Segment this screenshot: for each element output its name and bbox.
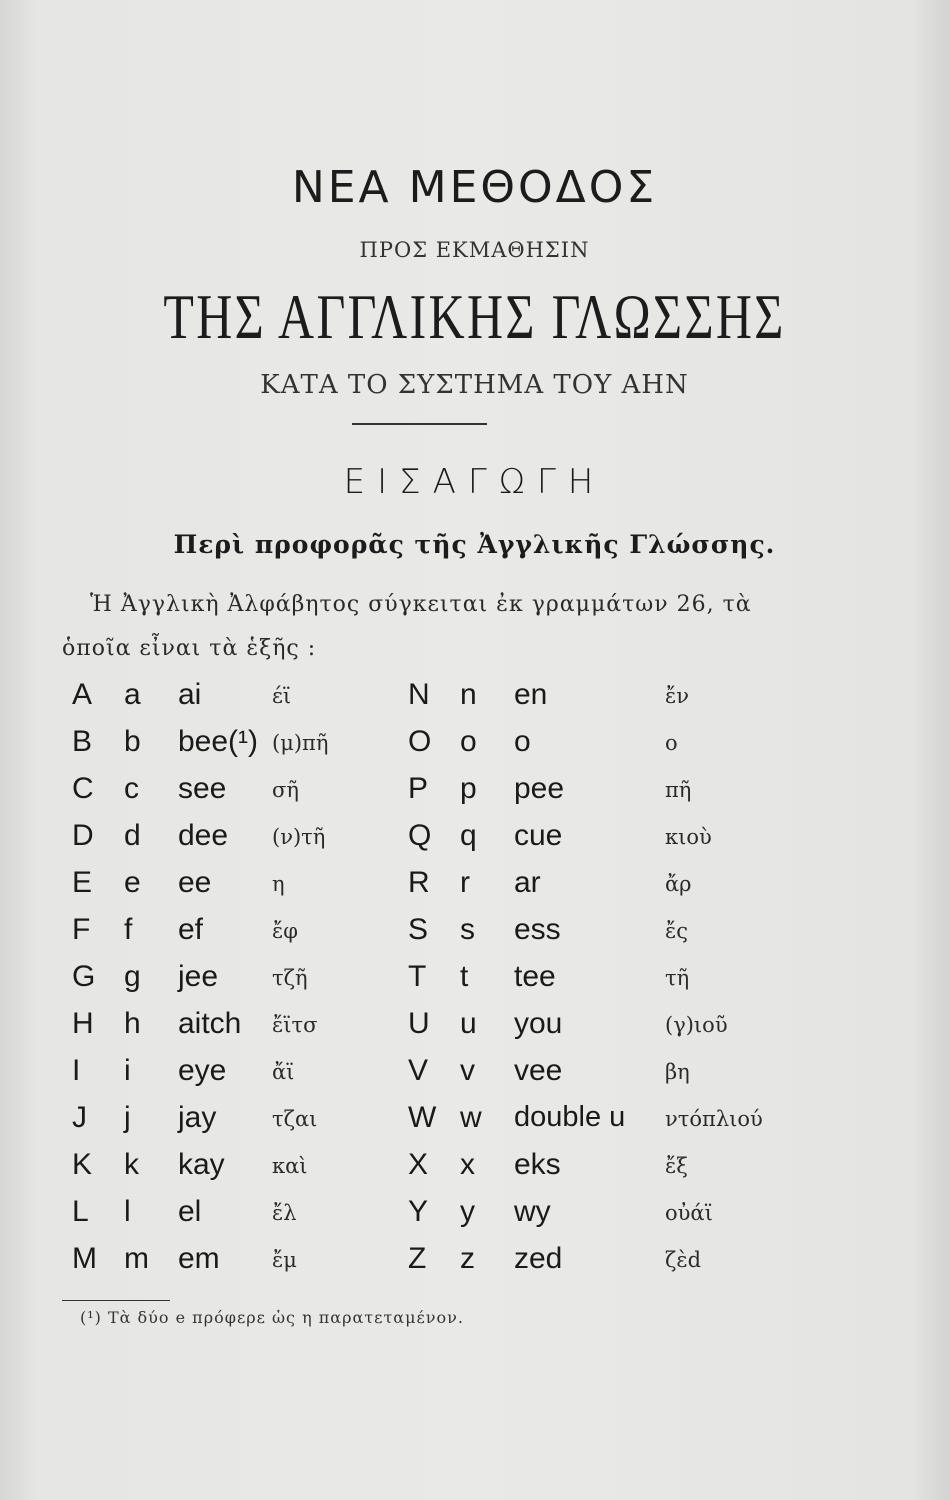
letter-upper: R [408,866,430,899]
letter-lower: i [124,1054,131,1087]
letter-upper: G [72,960,96,993]
footnote-divider [62,1300,170,1301]
letter-name: kay [178,1148,225,1181]
letter-greek: η [272,872,285,896]
letter-lower: z [460,1242,475,1275]
letter-name: dee [178,819,229,852]
letter-lower: q [460,819,477,852]
letter-greek: ζὲd [665,1248,702,1272]
letter-name: ai [178,678,202,711]
letter-upper: Z [408,1242,427,1275]
letter-greek: βη [665,1060,690,1084]
page-subtitle: ΠΡΟΣ ΕΚΜΑΘΗΣΙΝ [359,238,590,262]
letter-name: eye [178,1054,227,1087]
letter-name: wy [514,1195,551,1228]
letter-name: ee [178,866,212,899]
letter-name: en [514,678,548,711]
footnote: (¹) Τὰ δύο e πρόφερε ὡς η παρατεταμένον. [80,1308,464,1327]
letter-lower: j [124,1101,131,1134]
letter-name: you [514,1007,563,1040]
letter-lower: r [460,866,470,899]
letter-upper: S [408,913,429,946]
letter-lower: g [124,960,141,993]
letter-greek: ο [665,731,678,755]
letter-lower: n [460,678,477,711]
letter-lower: o [460,725,477,758]
intro-line-1: Ἡ Ἀγγλικὴ Ἀλφάβητος σύγκειται ἐκ γραμμάτων 26, τὰ [90,592,752,617]
letter-name: el [178,1195,202,1228]
letter-lower: f [124,913,133,946]
letter-upper: T [408,960,427,993]
page-title: ΝΕΑ ΜΕΘΟΔΟΣ [291,162,658,213]
letter-greek: ἔξ [665,1154,688,1178]
letter-name: eks [514,1148,561,1181]
letter-greek: ἄρ [665,872,692,896]
letter-upper: X [408,1148,429,1181]
title-divider [352,423,487,425]
letter-lower: b [124,725,141,758]
letter-lower: e [124,866,141,899]
letter-upper: F [72,913,91,946]
letter-lower: v [460,1054,475,1087]
letter-greek: έϊ [272,684,292,708]
letter-upper: Q [408,819,432,852]
letter-upper: A [72,678,93,711]
method-line: ΚΑΤΑ ΤΟ ΣΥΣΤΗΜΑ ΤΟΥ ΑΗΝ [260,370,689,400]
letter-lower: t [460,960,469,993]
letter-lower: y [460,1195,475,1228]
section-title: ΕΙΣΑΓΩΓΗ [343,462,606,502]
letter-lower: k [124,1148,139,1181]
letter-name: cue [514,819,563,852]
letter-upper: L [72,1195,89,1228]
letter-lower: m [124,1242,149,1275]
letter-greek: ἔλ [272,1201,297,1225]
letter-greek: τζῆ [272,966,308,990]
letter-upper: V [408,1054,429,1087]
letter-greek: ντόπλιού [665,1107,763,1131]
letter-greek: κιοὺ [665,825,712,849]
letter-greek: τῆ [665,966,690,990]
letter-upper: J [72,1101,87,1134]
letter-upper: E [72,866,93,899]
letter-upper: Y [408,1195,429,1228]
letter-greek: (ν)τῆ [272,825,326,849]
letter-upper: K [72,1148,93,1181]
letter-upper: W [408,1101,437,1134]
letter-greek: καὶ [272,1154,308,1178]
letter-upper: M [72,1242,97,1275]
letter-upper: C [72,772,94,805]
intro-line-2: ὁποῖα εἶναι τὰ ἑξῆς : [62,636,317,661]
main-title: ΤΗΣ ΑΓΓΛΙΚΗΣ ΓΛΩΣΣΗΣ [163,281,786,352]
letter-name: tee [514,960,556,993]
letter-upper: O [408,725,432,758]
letter-lower: a [124,678,141,711]
letter-name: jee [178,960,219,993]
letter-greek: ἔς [665,919,689,943]
letter-lower: l [124,1195,131,1228]
letter-upper: I [72,1054,81,1087]
letter-upper: D [72,819,94,852]
letter-name: bee(¹) [178,725,259,758]
letter-name: ess [514,913,561,946]
letter-upper: U [408,1007,430,1040]
letter-upper: N [408,678,430,711]
letter-name: o [514,725,531,758]
letter-upper: B [72,725,93,758]
letter-lower: p [460,772,477,805]
letter-name: see [178,772,227,805]
letter-greek: σῆ [272,778,299,802]
letter-greek: ἔφ [272,919,298,943]
letter-lower: w [460,1101,482,1134]
letter-greek: πῆ [665,778,692,802]
letter-name: ar [514,866,541,899]
letter-name: double u [514,1101,626,1133]
letter-name: vee [514,1054,563,1087]
letter-greek: ἔμ [272,1248,297,1272]
letter-lower: x [460,1148,475,1181]
letter-name: aitch [178,1007,242,1040]
letter-lower: h [124,1007,141,1040]
letter-lower: d [124,819,141,852]
letter-name: ef [178,913,204,946]
letter-upper: H [72,1007,94,1040]
letter-upper: P [408,772,429,805]
letter-greek: τζαι [272,1107,318,1131]
letter-greek: (γ)ιοῦ [665,1013,728,1037]
letter-lower: u [460,1007,477,1040]
letter-lower: c [124,772,139,805]
letter-greek: ἔϊτσ [272,1013,318,1037]
letter-greek: οὐάϊ [665,1201,713,1225]
letter-name: jay [178,1101,217,1134]
letter-greek: ἔν [665,684,690,708]
letter-name: zed [514,1242,563,1275]
letter-greek: (μ)πῆ [272,731,329,755]
letter-lower: s [460,913,475,946]
letter-name: em [178,1242,220,1275]
letter-greek: ἄϊ [272,1060,295,1084]
section-heading: Περὶ προφορᾶς τῆς Ἀγγλικῆς Γλώσσης. [173,530,776,559]
letter-name: pee [514,772,565,805]
